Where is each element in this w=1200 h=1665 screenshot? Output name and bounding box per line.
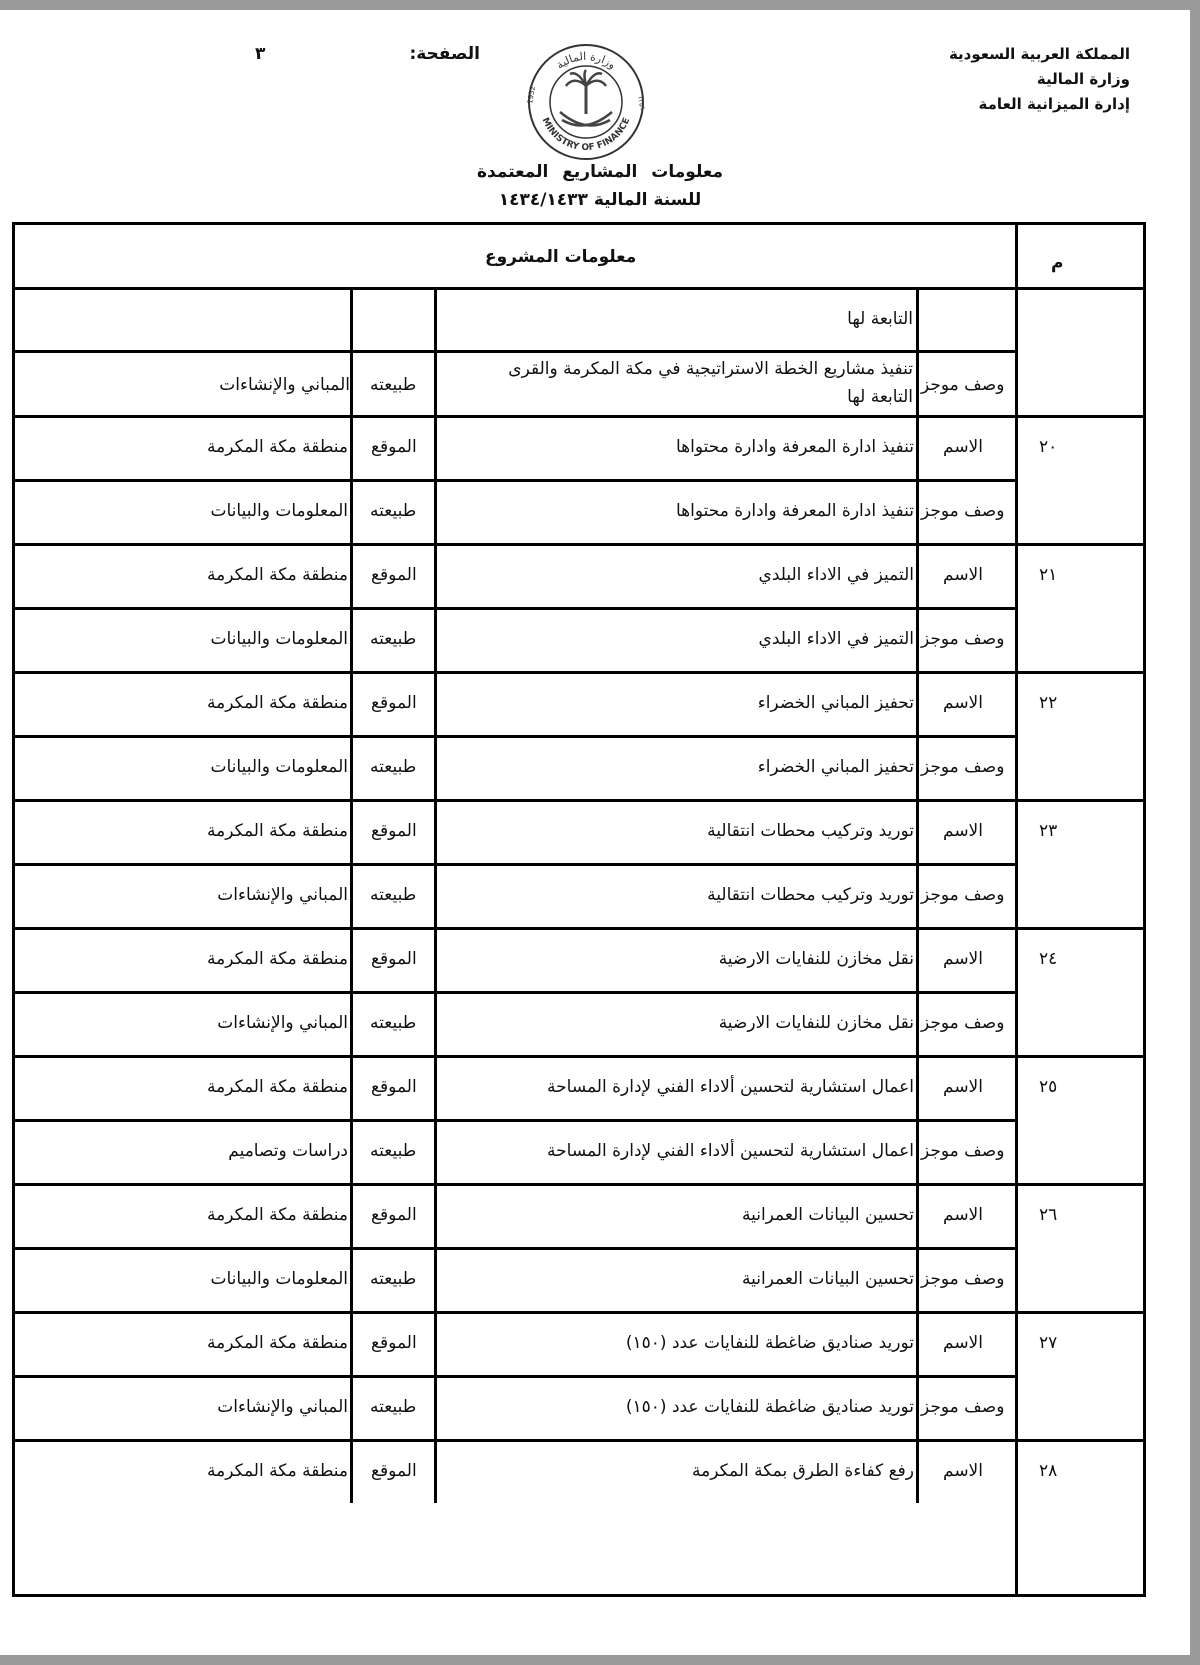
table-divider (1015, 287, 1018, 1594)
location-label: الموقع (371, 1333, 417, 1353)
project-type: المعلومات والبيانات (210, 629, 348, 649)
table-divider (434, 287, 437, 415)
project-name: تحسين البيانات العمرانية (741, 1205, 914, 1225)
row-number: ٢٧ (1039, 1333, 1058, 1353)
type-label: طبيعته (370, 757, 417, 777)
table-divider (916, 1439, 919, 1503)
name-label: الاسم (943, 437, 983, 457)
project-location: منطقة مكة المكرمة (206, 437, 348, 457)
location-label: الموقع (371, 1461, 417, 1481)
project-location: منطقة مكة المكرمة (206, 1205, 348, 1225)
subrow-separator (15, 479, 1015, 482)
svg-text:١٣٥١: ١٣٥١ (636, 94, 647, 112)
project-type: دراسات وتصاميم (228, 1141, 348, 1161)
page-label: الصفحة: (409, 44, 480, 64)
row-separator (15, 1055, 1143, 1058)
project-description: تنفيذ ادارة المعرفة وادارة محتواها (675, 501, 914, 521)
name-label: الاسم (943, 1205, 983, 1225)
location-label: الموقع (371, 949, 417, 969)
project-location: منطقة مكة المكرمة (206, 821, 348, 841)
row-number: ٢١ (1039, 565, 1058, 585)
table-divider (434, 1439, 437, 1503)
project-type: المعلومات والبيانات (210, 501, 348, 521)
project-location: منطقة مكة المكرمة (206, 1077, 348, 1097)
document-page (0, 10, 1190, 1655)
row-number: ٢٦ (1039, 1205, 1058, 1225)
continuation-desc-line1: تنفيذ مشاريع الخطة الاستراتيجية في مكة المكرمة والقرى (508, 359, 913, 379)
table-divider (350, 287, 353, 415)
project-location: منطقة مكة المكرمة (206, 949, 348, 969)
project-name: رفع كفاءة الطرق بمكة المكرمة (692, 1461, 914, 1481)
project-name: تحفيز المباني الخضراء (757, 693, 914, 713)
project-type: المعلومات والبيانات (210, 757, 348, 777)
table-divider (916, 287, 919, 415)
row-separator (15, 671, 1143, 674)
project-type: المباني والإنشاءات (217, 1397, 348, 1417)
subrow-separator (15, 863, 1015, 866)
desc-label: وصف موجز (921, 757, 1005, 777)
project-location: منطقة مكة المكرمة (206, 1333, 348, 1353)
type-label: طبيعته (370, 1141, 417, 1161)
desc-label: وصف موجز (921, 1397, 1005, 1417)
col-header-info: معلومات المشروع (485, 247, 637, 267)
row-number: ٢٢ (1039, 693, 1058, 713)
subrow-separator (15, 735, 1015, 738)
type-label: طبيعته (370, 629, 417, 649)
name-label: الاسم (943, 693, 983, 713)
project-type: المباني والإنشاءات (217, 1013, 348, 1033)
desc-label: وصف موجز (921, 501, 1005, 521)
row-separator (15, 415, 1143, 418)
name-label: الاسم (943, 949, 983, 969)
row-separator (15, 927, 1143, 930)
continuation-type-label: طبيعته (370, 375, 417, 395)
subrow-separator (15, 607, 1015, 610)
letterhead (949, 42, 1130, 117)
type-label: طبيعته (370, 1397, 417, 1417)
name-label: الاسم (943, 1461, 983, 1481)
department-name: إدارة الميزانية العامة (978, 95, 1130, 113)
location-label: الموقع (371, 1205, 417, 1225)
svg-text:وزارة المالية: وزارة المالية (553, 49, 619, 72)
name-label: الاسم (943, 1077, 983, 1097)
location-label: الموقع (371, 821, 417, 841)
project-description: توريد وتركيب محطات انتقالية (707, 885, 914, 905)
desc-label: وصف موجز (921, 1141, 1005, 1161)
project-description: توريد صناديق ضاغطة للنفايات عدد (١٥٠) (625, 1397, 914, 1417)
row-number: ٢٨ (1039, 1461, 1058, 1481)
project-location: منطقة مكة المكرمة (206, 693, 348, 713)
project-description: تحفيز المباني الخضراء (757, 757, 914, 777)
ministry-seal-icon (522, 42, 650, 160)
country-name: المملكة العربية السعودية (948, 45, 1130, 63)
row-separator (15, 1311, 1143, 1314)
col-header-index: م (1051, 253, 1064, 273)
project-type: المباني والإنشاءات (217, 885, 348, 905)
type-label: طبيعته (370, 885, 417, 905)
desc-label: وصف موجز (921, 885, 1005, 905)
name-label: الاسم (943, 1333, 983, 1353)
subrow-separator (15, 1247, 1015, 1250)
row-separator (15, 1439, 1143, 1442)
document-title: معلومات المشاريع المعتمدة (476, 162, 723, 182)
page-indicator (255, 44, 480, 64)
subrow-separator (15, 1119, 1015, 1122)
row-separator (15, 543, 1143, 546)
location-label: الموقع (371, 437, 417, 457)
row-number: ٢٥ (1039, 1077, 1058, 1097)
projects-table (12, 222, 1146, 1597)
project-name: نقل مخازن للنفايات الارضية (718, 949, 914, 969)
location-label: الموقع (371, 693, 417, 713)
name-label: الاسم (943, 821, 983, 841)
svg-text:1932: 1932 (526, 85, 538, 105)
project-type: المعلومات والبيانات (210, 1269, 348, 1289)
desc-label: وصف موجز (921, 1013, 1005, 1033)
project-description: اعمال استشارية لتحسين ألاداء الفني لإدارة المساحة (547, 1141, 914, 1161)
table-divider (350, 1439, 353, 1503)
ministry-name: وزارة المالية (1036, 70, 1130, 88)
desc-label: وصف موجز (921, 1269, 1005, 1289)
project-location: منطقة مكة المكرمة (206, 565, 348, 585)
project-name: تنفيذ ادارة المعرفة وادارة محتواها (675, 437, 914, 457)
location-label: الموقع (371, 1077, 417, 1097)
continuation-top-text: التابعة لها (847, 309, 913, 329)
row-number: ٢٤ (1039, 949, 1058, 969)
row-number: ٢٣ (1039, 821, 1058, 841)
row-separator (15, 799, 1143, 802)
svg-text:MINISTRY OF FINANCE: MINISTRY OF FINANCE (539, 116, 633, 154)
continuation-type-value: المباني والإنشاءات (219, 375, 350, 395)
continuation-desc-label: وصف موجز (921, 375, 1005, 395)
type-label: طبيعته (370, 501, 417, 521)
row-number: ٢٠ (1039, 437, 1058, 457)
continuation-desc-line2: التابعة لها (847, 387, 913, 407)
project-description: التميز في الاداء البلدي (758, 629, 914, 649)
subrow-separator (15, 991, 1015, 994)
desc-label: وصف موجز (921, 629, 1005, 649)
project-name: توريد صناديق ضاغطة للنفايات عدد (١٥٠) (625, 1333, 914, 1353)
project-description: نقل مخازن للنفايات الارضية (718, 1013, 914, 1033)
fiscal-year: للسنة المالية ١٤٣٤/١٤٣٣ (498, 190, 702, 210)
subrow-separator (15, 1375, 1015, 1378)
page-number: ٣ (255, 44, 266, 64)
project-name: توريد وتركيب محطات انتقالية (707, 821, 914, 841)
project-location: منطقة مكة المكرمة (206, 1461, 348, 1481)
project-description: تحسين البيانات العمرانية (741, 1269, 914, 1289)
project-name: اعمال استشارية لتحسين ألاداء الفني لإدارة المساحة (547, 1077, 914, 1097)
project-name: التميز في الاداء البلدي (758, 565, 914, 585)
type-label: طبيعته (370, 1013, 417, 1033)
location-label: الموقع (371, 565, 417, 585)
name-label: الاسم (943, 565, 983, 585)
row-separator (15, 1183, 1143, 1186)
type-label: طبيعته (370, 1269, 417, 1289)
